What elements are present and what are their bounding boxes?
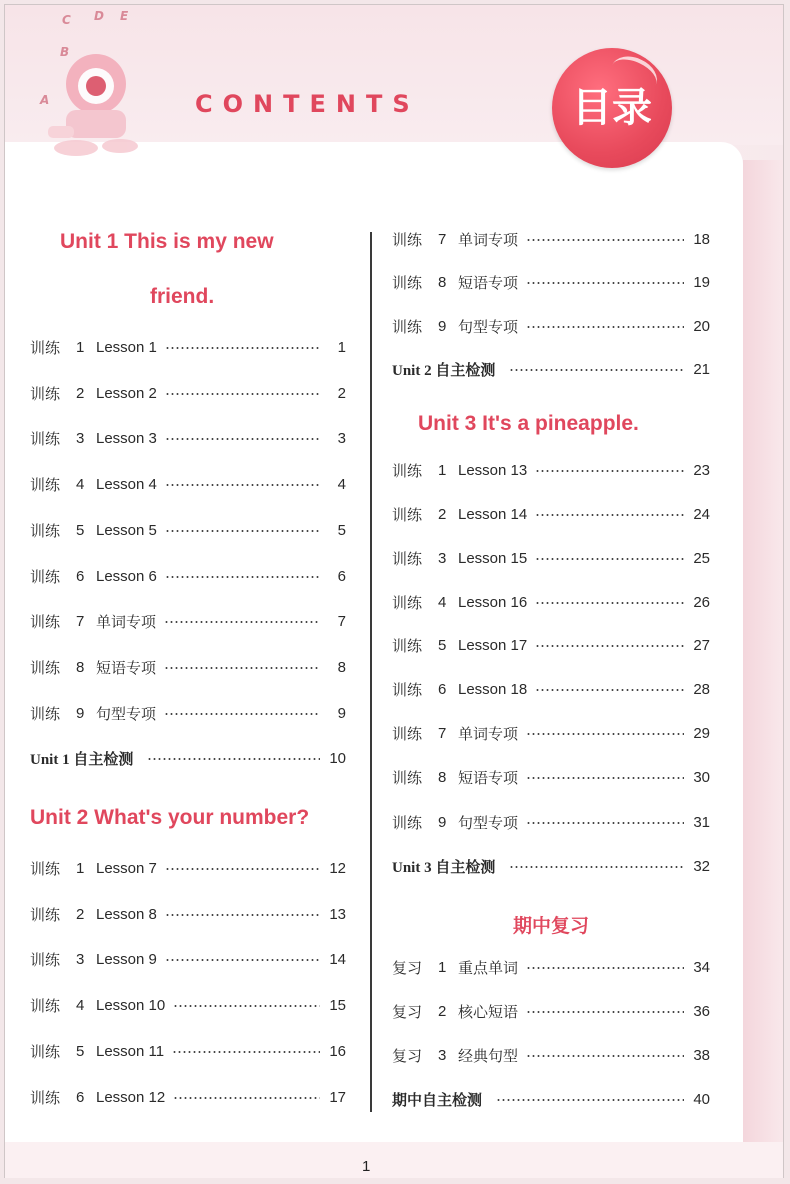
entry-label: Lesson 9: [96, 950, 157, 968]
entry-kind: 训练: [392, 769, 423, 787]
entry-kind: 复习: [392, 959, 423, 977]
toc-entry[interactable]: [392, 271, 710, 293]
toc-entry[interactable]: [30, 336, 346, 358]
leader-dots: [535, 602, 684, 604]
decorative-right-strip: [743, 160, 783, 1150]
leader-dots: [165, 576, 320, 578]
entry-kind: 训练: [30, 522, 61, 540]
toc-entry[interactable]: [30, 1086, 346, 1108]
toc-entry[interactable]: [30, 702, 346, 724]
toc-entry[interactable]: [392, 228, 710, 250]
toc-entry[interactable]: [30, 857, 346, 879]
mascot-illustration: [28, 6, 178, 166]
entry-label: Lesson 12: [96, 1088, 166, 1106]
entry-number: 2: [438, 505, 447, 523]
toc-entry-unit-test[interactable]: [392, 358, 710, 380]
entry-number: 6: [438, 680, 447, 698]
entry-label: Lesson 11: [96, 1042, 165, 1060]
toc-entry[interactable]: [392, 634, 710, 656]
entry-label: Lesson 15: [458, 549, 528, 567]
entry-number: 1: [438, 461, 447, 479]
unit-title: Unit 1 This is my new: [60, 230, 274, 253]
toc-entry[interactable]: [392, 811, 710, 833]
entry-kind: 复习: [392, 1003, 423, 1021]
leader-dots: [535, 689, 684, 691]
leader-dots: [165, 959, 320, 961]
leader-dots: [526, 1011, 684, 1013]
leader-dots: [526, 777, 684, 779]
entry-label: Unit 1 自主检测: [30, 751, 134, 768]
entry-kind: 训练: [30, 659, 61, 677]
leader-dots: [172, 1051, 320, 1053]
entry-label: Lesson 5: [96, 521, 157, 539]
leader-dots: [173, 1097, 320, 1099]
entry-page: 15: [329, 996, 346, 1014]
entry-number: 5: [76, 521, 85, 539]
toc-entry[interactable]: [30, 382, 346, 404]
entry-number: 9: [438, 317, 447, 335]
page-number: 1: [362, 1158, 371, 1175]
entry-kind: 复习: [392, 1047, 423, 1065]
unit-title: Unit 3 It's a pineapple.: [418, 412, 639, 435]
entry-page: 8: [337, 658, 346, 676]
entry-label: 单词专项: [96, 613, 157, 631]
entry-kind: 训练: [30, 568, 61, 586]
entry-page: 30: [693, 768, 710, 786]
leader-dots: [509, 369, 684, 371]
entry-number: 2: [438, 1002, 447, 1020]
entry-number: 1: [76, 338, 85, 356]
entry-label: 短语专项: [458, 769, 519, 787]
leader-dots: [526, 282, 684, 284]
toc-entry[interactable]: [30, 610, 346, 632]
entry-kind: 训练: [30, 476, 61, 494]
entry-number: 6: [76, 567, 85, 585]
entry-kind: 训练: [30, 613, 61, 631]
leader-dots: [526, 1055, 684, 1057]
toc-entry-midterm-test[interactable]: [392, 1088, 710, 1110]
entry-page: 3: [337, 429, 346, 447]
entry-label: Lesson 1: [96, 338, 157, 356]
leader-dots: [526, 733, 684, 735]
entry-page: 5: [337, 521, 346, 539]
entry-number: 6: [76, 1088, 85, 1106]
entry-page: 13: [329, 905, 346, 923]
entry-page: 9: [337, 704, 346, 722]
leader-dots: [165, 530, 320, 532]
entry-label: Lesson 14: [458, 505, 528, 523]
toc-entry[interactable]: [392, 1044, 710, 1066]
entry-page: 7: [337, 612, 346, 630]
leader-dots: [535, 558, 684, 560]
entry-label: Unit 3 自主检测: [392, 859, 496, 876]
leader-dots: [147, 758, 320, 760]
toc-entry[interactable]: [30, 948, 346, 970]
entry-kind: 训练: [392, 231, 423, 249]
toc-entry[interactable]: [392, 956, 710, 978]
toc-entry[interactable]: [392, 459, 710, 481]
entry-kind: 训练: [392, 506, 423, 524]
leader-dots: [165, 914, 320, 916]
entry-kind: 训练: [392, 725, 423, 743]
column-divider: [370, 232, 372, 1112]
entry-number: 7: [438, 724, 447, 742]
entry-page: 12: [329, 859, 346, 877]
entry-page: 40: [693, 1090, 710, 1108]
entry-label: 句型专项: [458, 814, 519, 832]
entry-kind: 训练: [392, 318, 423, 336]
leader-dots: [496, 1099, 684, 1101]
entry-page: 27: [693, 636, 710, 654]
toc-entry[interactable]: [392, 503, 710, 525]
leader-dots: [164, 667, 320, 669]
entry-page: 31: [693, 813, 710, 831]
entry-number: 9: [76, 704, 85, 722]
leader-dots: [526, 239, 684, 241]
toc-entry[interactable]: [392, 1000, 710, 1022]
leader-dots: [526, 326, 684, 328]
leader-dots: [164, 621, 320, 623]
entry-page: 10: [329, 749, 346, 767]
entry-number: 8: [438, 768, 447, 786]
entry-label: 短语专项: [458, 274, 519, 292]
entry-label: Lesson 10: [96, 996, 166, 1014]
toc-entry[interactable]: [30, 656, 346, 678]
entry-kind: 训练: [30, 705, 61, 723]
entry-label: Unit 2 自主检测: [392, 362, 496, 379]
toc-entry[interactable]: [30, 903, 346, 925]
entry-page: 24: [693, 505, 710, 523]
mascot-letter: D: [94, 9, 104, 23]
entry-kind: 训练: [392, 814, 423, 832]
entry-number: 4: [438, 593, 447, 611]
entry-page: 34: [693, 958, 710, 976]
entry-label: Lesson 18: [458, 680, 528, 698]
entry-number: 7: [76, 612, 85, 630]
leader-dots: [165, 347, 320, 349]
entry-label: Lesson 2: [96, 384, 157, 402]
unit-title-continued: friend.: [150, 285, 215, 308]
leader-dots: [526, 822, 684, 824]
entry-label: Lesson 3: [96, 429, 157, 447]
entry-label: 短语专项: [96, 659, 157, 677]
mascot-letter: E: [120, 9, 129, 23]
entry-number: 7: [438, 230, 447, 248]
entry-kind: 训练: [30, 951, 61, 969]
contents-heading: CONTENTS: [195, 90, 420, 118]
entry-kind: 训练: [30, 860, 61, 878]
entry-page: 19: [693, 273, 710, 291]
entry-kind: 训练: [392, 637, 423, 655]
entry-number: 2: [76, 905, 85, 923]
entry-kind: 训练: [392, 274, 423, 292]
entry-page: 29: [693, 724, 710, 742]
entry-kind: 训练: [30, 1043, 61, 1061]
leader-dots: [535, 470, 684, 472]
entry-kind: 训练: [392, 681, 423, 699]
entry-kind: 训练: [392, 550, 423, 568]
toc-badge: [552, 48, 672, 168]
entry-number: 1: [438, 958, 447, 976]
entry-label: 句型专项: [458, 318, 519, 336]
entry-label: 期中自主检测: [392, 1092, 483, 1109]
toc-entry[interactable]: [30, 565, 346, 587]
toc-entry-unit-test[interactable]: [30, 747, 346, 769]
entry-page: 25: [693, 549, 710, 567]
leader-dots: [164, 713, 320, 715]
toc-entry[interactable]: [392, 591, 710, 613]
entry-label: Lesson 8: [96, 905, 157, 923]
mascot-letter: B: [60, 45, 70, 59]
entry-kind: 训练: [392, 462, 423, 480]
toc-entry[interactable]: [30, 994, 346, 1016]
toc-entry[interactable]: [392, 678, 710, 700]
entry-page: 21: [693, 360, 710, 378]
entry-label: 句型专项: [96, 705, 157, 723]
toc-entry[interactable]: [392, 315, 710, 337]
entry-number: 4: [76, 996, 85, 1014]
entry-kind: 训练: [30, 430, 61, 448]
entry-number: 2: [76, 384, 85, 402]
entry-number: 5: [438, 636, 447, 654]
leader-dots: [165, 484, 320, 486]
entry-kind: 训练: [30, 339, 61, 357]
entry-label: Lesson 6: [96, 567, 157, 585]
entry-page: 1: [337, 338, 346, 356]
toc-entry[interactable]: [392, 722, 710, 744]
entry-label: Lesson 4: [96, 475, 157, 493]
entry-page: 4: [337, 475, 346, 493]
leader-dots: [509, 866, 684, 868]
entry-number: 3: [438, 1046, 447, 1064]
leader-dots: [526, 967, 684, 969]
entry-label: 单词专项: [458, 231, 519, 249]
entry-page: 28: [693, 680, 710, 698]
entry-page: 26: [693, 593, 710, 611]
leader-dots: [165, 438, 320, 440]
entry-label: Lesson 16: [458, 593, 528, 611]
entry-page: 36: [693, 1002, 710, 1020]
toc-entry[interactable]: [392, 766, 710, 788]
entry-label: Lesson 13: [458, 461, 528, 479]
decorative-bottom-strip: [5, 1142, 783, 1178]
entry-label: 重点单词: [458, 959, 519, 977]
entry-page: 16: [329, 1042, 346, 1060]
entry-kind: 训练: [30, 385, 61, 403]
toc-entry[interactable]: [392, 547, 710, 569]
mascot-letter: C: [62, 13, 71, 27]
entry-kind: 训练: [30, 906, 61, 924]
entry-number: 5: [76, 1042, 85, 1060]
leader-dots: [165, 868, 320, 870]
entry-number: 3: [76, 950, 85, 968]
entry-page: 23: [693, 461, 710, 479]
leader-dots: [173, 1005, 320, 1007]
entry-page: 18: [693, 230, 710, 248]
midterm-review-title: 期中复习: [512, 916, 589, 937]
toc-entry[interactable]: [30, 519, 346, 541]
mascot-letter: A: [40, 93, 50, 107]
entry-kind: 训练: [392, 594, 423, 612]
toc-entry[interactable]: [30, 427, 346, 449]
toc-entry[interactable]: [30, 1040, 346, 1062]
toc-badge-text: 目录: [572, 85, 652, 131]
leader-dots: [535, 514, 684, 516]
entry-number: 4: [76, 475, 85, 493]
entry-number: 9: [438, 813, 447, 831]
entry-number: 3: [438, 549, 447, 567]
entry-page: 14: [329, 950, 346, 968]
entry-page: 32: [693, 857, 710, 875]
entry-label: 核心短语: [458, 1003, 519, 1021]
entry-label: 经典句型: [458, 1047, 519, 1065]
entry-kind: 训练: [30, 997, 61, 1015]
leader-dots: [535, 645, 684, 647]
toc-entry-unit-test[interactable]: [392, 855, 710, 877]
entry-page: 6: [337, 567, 346, 585]
unit-title: Unit 2 What's your number?: [30, 806, 310, 829]
entry-label: Lesson 17: [458, 636, 528, 654]
entry-number: 3: [76, 429, 85, 447]
entry-number: 8: [438, 273, 447, 291]
entry-label: 单词专项: [458, 725, 519, 743]
entry-number: 8: [76, 658, 85, 676]
entry-page: 20: [693, 317, 710, 335]
entry-number: 1: [76, 859, 85, 877]
leader-dots: [165, 393, 320, 395]
entry-page: 2: [337, 384, 346, 402]
entry-label: Lesson 7: [96, 859, 157, 877]
entry-page: 38: [693, 1046, 710, 1064]
toc-entry[interactable]: [30, 473, 346, 495]
entry-kind: 训练: [30, 1089, 61, 1107]
entry-page: 17: [329, 1088, 346, 1106]
